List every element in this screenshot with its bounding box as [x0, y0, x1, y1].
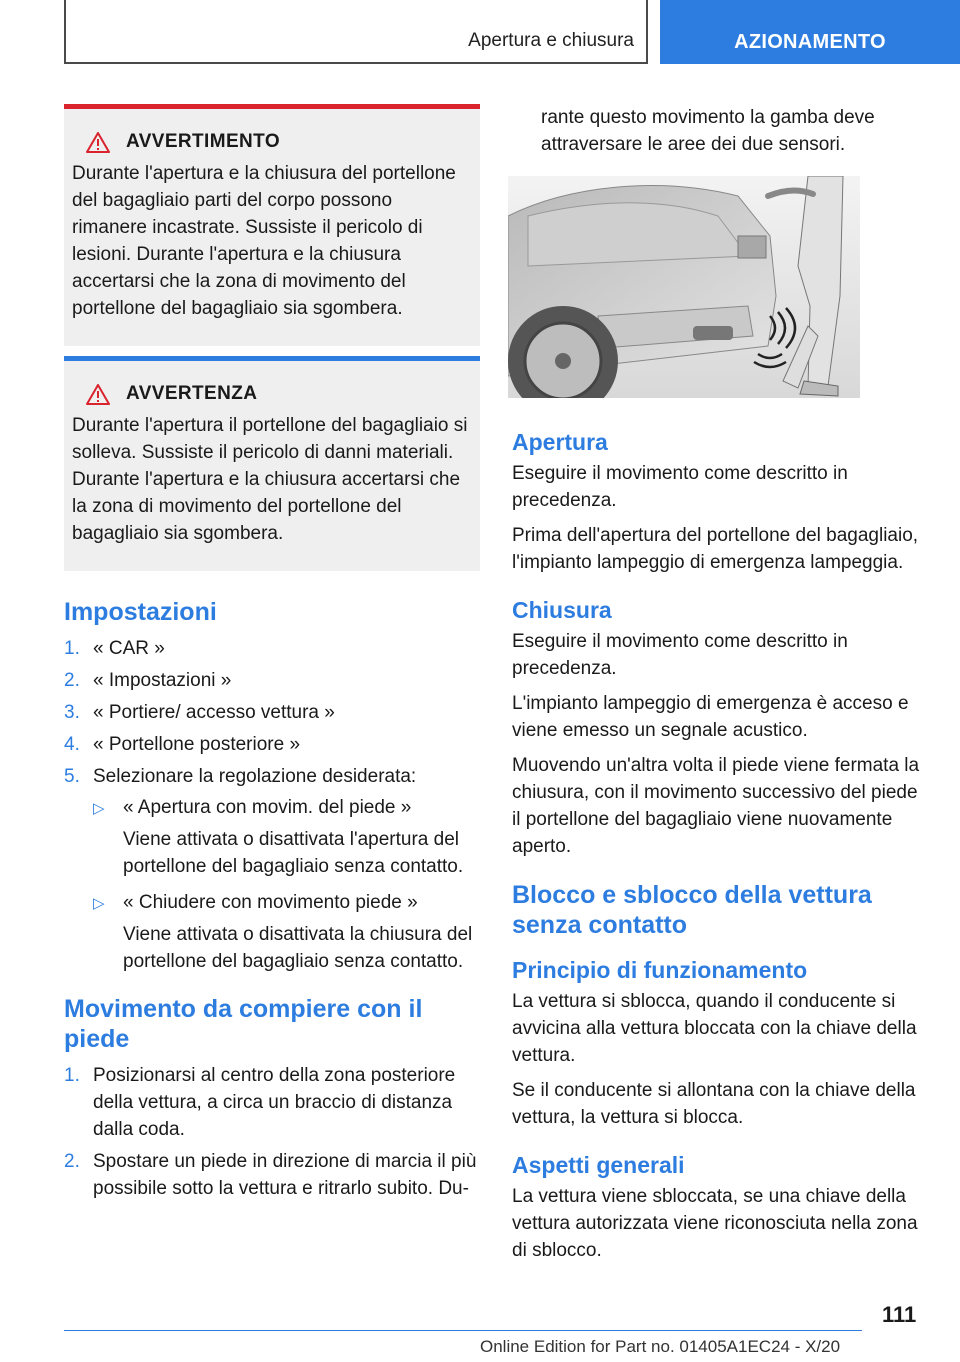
- header-frame: [64, 0, 648, 64]
- heading-movimento: Movimento da compiere con il piede: [64, 995, 423, 1053]
- car-rear-foot-sensor-illustration: [508, 176, 860, 398]
- heading-blocco: Blocco e sblocco della vettura senza contatto: [512, 881, 872, 939]
- list-item: 2. « Impostazioni »: [64, 670, 232, 691]
- list-item: 4. « Portellone posteriore »: [64, 734, 301, 755]
- movement-steps: [64, 1062, 480, 1202]
- warning-triangle-icon: [86, 384, 110, 405]
- edition-info: Online Edition for Part no. 01405A1EC24 - X/20: [480, 1337, 841, 1356]
- warning-box-avvertimento: [64, 104, 480, 346]
- list-item: 3. « Portiere/ accesso vettura »: [64, 702, 335, 723]
- heading-chiusura: Chiusura: [512, 597, 612, 623]
- triangle-bullet-icon: ▷: [93, 895, 105, 912]
- left-column: [64, 104, 480, 1207]
- option-item: ▷ « Apertura con movim. del piede » Viene attivata o disattivata l'apertura del portellone del bagagliaio senza contatto.: [93, 794, 480, 880]
- step-2-text-start: Spostare un piede in direzione di marcia il più possibile sotto la vettura e ritrarlo subito. Du-: [93, 1151, 477, 1199]
- section-tab[interactable]: AZIONAMENTO: [660, 0, 960, 64]
- warning-title: AVVERTENZA: [72, 383, 472, 405]
- chapter-title: Apertura e chiusura: [468, 30, 634, 51]
- list-item: 1. « CAR »: [64, 638, 165, 659]
- warning-box-avvertenza: [64, 356, 480, 571]
- heading-aspetti: Aspetti generali: [512, 1152, 685, 1178]
- warning-title: AVVERTIMENTO: [72, 131, 472, 153]
- right-column: rante questo movimento la gamba deve attraversare le aree dei due sensori. Apertura Eseguire il movimento come descritto in precedenza. Prima dell'apertura del portellone del bagagliaio, l'impianto lampeggio di emergenza lampeggia. Chiusura Eseguire il movimento come descritto in precedenza. L'impianto lampeggio di emergenza è acceso e viene emesso un segnale acustico. Muovendo un'altra volta il piede viene fermata la chiusura, con il movimento successivo del piede il portellone del bagagliaio viene nuovamente aperto. Blocco e sblocco della vettura senza contatto Principio di funzionamento La vettura si sblocca, quando il conducente si avvicina alla vettura bloccata con la chiave della vettura. Se il conducente si allontana con la chiave della vettura, la vettura si blocca. Aspetti generali La vettura viene sbloccata, se una chiave della vettura autorizzata viene riconosciuta nella zona di sblocco.: [512, 104, 926, 1264]
- step-2-text-continued: rante questo movimento la gamba deve attraversare le aree dei due sensori.: [541, 107, 875, 155]
- page-number: 111: [882, 1302, 917, 1327]
- footer-divider: [64, 1330, 862, 1331]
- list-item: 1. Posizionarsi al centro della zona posteriore della vettura, a circa un braccio di distanza dalla coda.: [64, 1065, 456, 1140]
- warning-triangle-icon: [86, 132, 110, 153]
- list-item: 2. Spostare un piede in direzione di marcia il più possibile sotto la vettura e ritrarlo subito. Du-: [64, 1148, 480, 1202]
- triangle-bullet-icon: ▷: [93, 800, 105, 817]
- heading-principio: Principio di funzionamento: [512, 957, 808, 983]
- warning-text: Durante l'apertura e la chiusura del portellone del bagagliaio parti del corpo possono rimanere incastrate. Sussiste il pericolo di lesioni. Durante l'apertura e la chiusura accertarsi che la zona di movimento del portellone del bagagliaio sia sgombera.: [72, 163, 456, 319]
- heading-impostazioni: Impostazioni: [64, 598, 217, 626]
- heading-apertura: Apertura: [512, 429, 608, 455]
- warning-text: Durante l'apertura il portellone del bagagliaio si solleva. Sussiste il pericolo di danni materiali. Durante l'apertura e la chiusura accertarsi che la zona di movimento del portellone del bagagliaio sia sgombera.: [72, 415, 468, 544]
- option-item: ▷ « Chiudere con movimento piede » Viene attivata o disattivata la chiusura del portellone del bagagliaio senza contatto.: [93, 889, 480, 975]
- settings-steps: [64, 635, 480, 975]
- list-item: 5. Selezionare la regolazione desiderata: ▷ « Apertura con movim. del piede » Viene attivata o disattivata l'apertura del portellone del bagagliaio senza contatto. ▷ « Chiudere con movimento piede » Viene attivata o disattivata la chiusura del portellone del bagagliaio senza contatto.: [64, 763, 480, 975]
